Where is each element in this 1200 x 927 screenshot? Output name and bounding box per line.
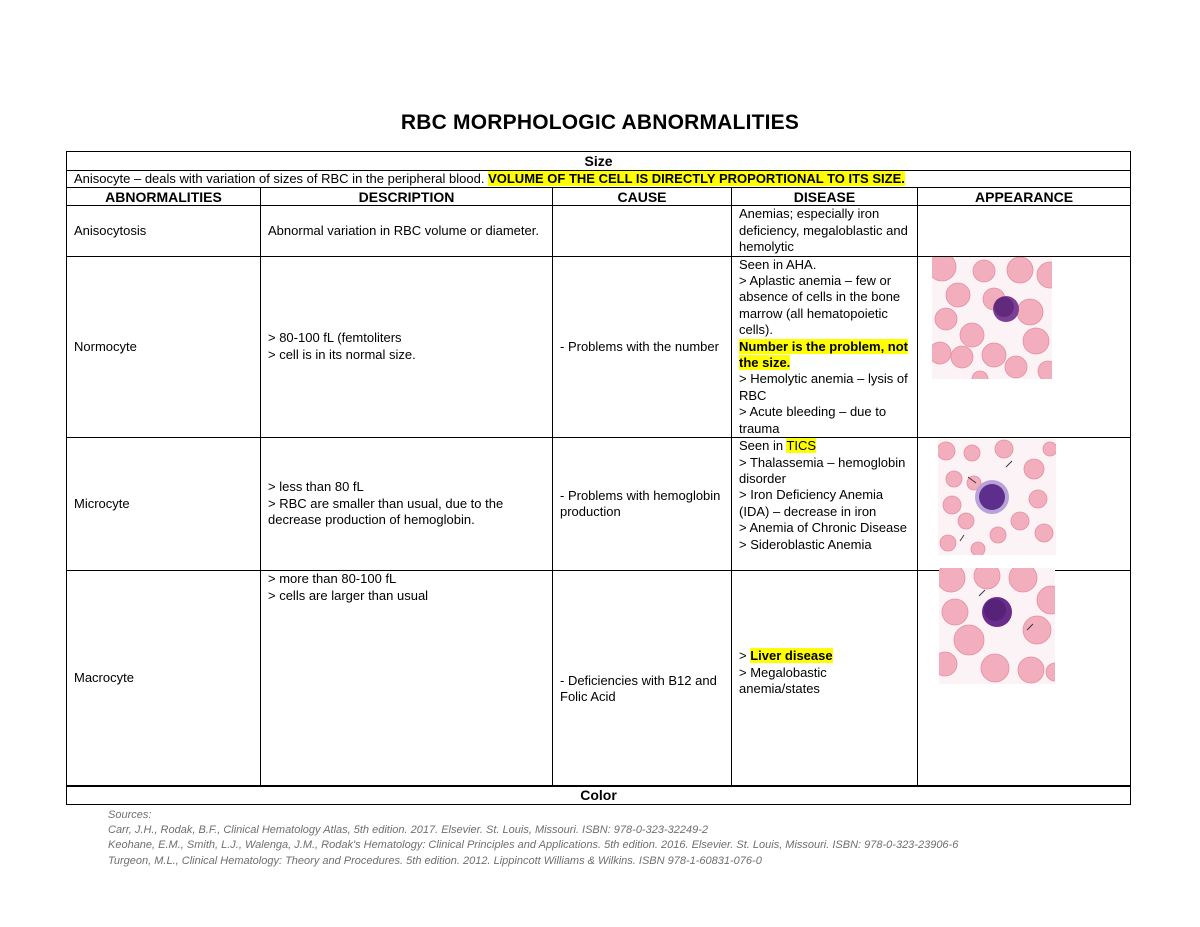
description-text: > more than 80-100 fL > cells are larger than usual xyxy=(268,571,429,603)
source-citation: Keohane, E.M., Smith, L.J., Walenga, J.M., Rodak's Hematology: Clinical Principles and Applications. 5th edition. 2016. Elsevier. St. Louis, Missouri. ISBN: 978-0-323-23906-6 xyxy=(108,839,959,852)
disease-prefix: Seen in xyxy=(739,438,784,454)
col-header-disease: DISEASE xyxy=(732,188,918,206)
size-note xyxy=(67,171,1131,188)
appearance-cell xyxy=(918,206,1131,256)
cause-text: - Deficiencies with B12 and Folic Acid xyxy=(560,672,717,705)
abnormality-name: Macrocyte xyxy=(67,571,261,787)
disease-text-more: > Thalassemia – hemoglobin disorder > Iron Deficiency Anemia (IDA) – decrease in iron > Anemia of Chronic Disease > Sideroblastic Anemia xyxy=(739,454,908,552)
appearance-cell xyxy=(918,571,1131,787)
disease-text-more: > Hemolytic anemia – lysis of RBC > Acute bleeding – due to trauma xyxy=(739,371,908,436)
size-note-text: Anisocyte – deals with variation of sizes of RBC in the peripheral blood. xyxy=(74,171,485,186)
description-cell xyxy=(261,438,553,571)
rbc-morphology-table xyxy=(66,151,1131,805)
description-cell xyxy=(261,571,553,787)
cause-cell xyxy=(553,571,732,787)
cause-cell: - Problems with the number xyxy=(553,256,732,437)
sources-block xyxy=(108,808,958,869)
appearance-cell xyxy=(918,256,1131,437)
cause-cell: - Problems with hemoglobin production xyxy=(553,438,732,571)
microcyte-blood-smear-image xyxy=(938,439,1056,555)
description-text: > 80-100 fL (femtoliters > cell is in its normal size. xyxy=(268,330,416,362)
cause-cell xyxy=(553,206,732,256)
disease-cell xyxy=(732,256,918,437)
description-cell xyxy=(261,256,553,437)
col-header-appearance: APPEARANCE xyxy=(918,188,1131,206)
size-note-highlight: VOLUME OF THE CELL IS DIRECTLY PROPORTIONAL TO ITS SIZE. xyxy=(488,171,905,186)
disease-highlight: Liver disease xyxy=(750,648,833,664)
color-section-heading: Color xyxy=(67,786,1131,805)
source-citation: Turgeon, M.L., Clinical Hematology: Theory and Procedures. 5th edition. 2012. Lippincott Williams & Wilkins. ISBN 978-1-60831-076-0 xyxy=(108,854,762,867)
rbc-table-container xyxy=(66,151,1130,805)
col-header-abnormalities: ABNORMALITIES xyxy=(67,188,261,206)
table-row xyxy=(67,206,1131,256)
source-citation: Carr, J.H., Rodak, B.F., Clinical Hematology Atlas, 5th edition. 2017. Elsevier. St. Louis, Missouri. ISBN: 978-0-323-32249-2 xyxy=(108,824,708,837)
macrocyte-blood-smear-image xyxy=(939,568,1055,684)
abnormality-name: Anisocytosis xyxy=(67,206,261,256)
page-title: RBC MORPHOLOGIC ABNORMALITIES xyxy=(400,111,800,134)
sources-label: Sources: xyxy=(108,809,152,821)
normocyte-blood-smear-image xyxy=(932,257,1052,379)
col-header-description: DESCRIPTION xyxy=(261,188,553,206)
disease-cell xyxy=(732,438,918,571)
disease-prefix: > xyxy=(739,648,747,664)
size-section-heading: Size xyxy=(67,152,1131,171)
table-row xyxy=(67,571,1131,787)
table-row xyxy=(67,256,1131,437)
abnormality-name: Microcyte xyxy=(67,438,261,571)
table-row xyxy=(67,438,1131,571)
description-text: > less than 80 fL > RBC are smaller than usual, due to the decrease production of hemoglobin. xyxy=(268,479,504,528)
disease-cell xyxy=(732,571,918,787)
abnormality-name: Normocyte xyxy=(67,256,261,437)
disease-highlight: Number is the problem, not the size. xyxy=(739,338,909,371)
disease-text-more: > Megalobastic anemia/states xyxy=(739,664,827,697)
disease-text: Seen in AHA. > Aplastic anemia – few or absence of cells in the bone marrow (all hematopoietic cells). xyxy=(739,256,901,338)
col-header-cause: CAUSE xyxy=(553,188,732,206)
description-cell: Abnormal variation in RBC volume or diameter. xyxy=(261,206,553,256)
disease-highlight: TICS xyxy=(786,438,817,454)
disease-cell: Anemias; especially iron deficiency, megaloblastic and hemolytic xyxy=(732,206,918,256)
appearance-cell xyxy=(918,438,1131,571)
